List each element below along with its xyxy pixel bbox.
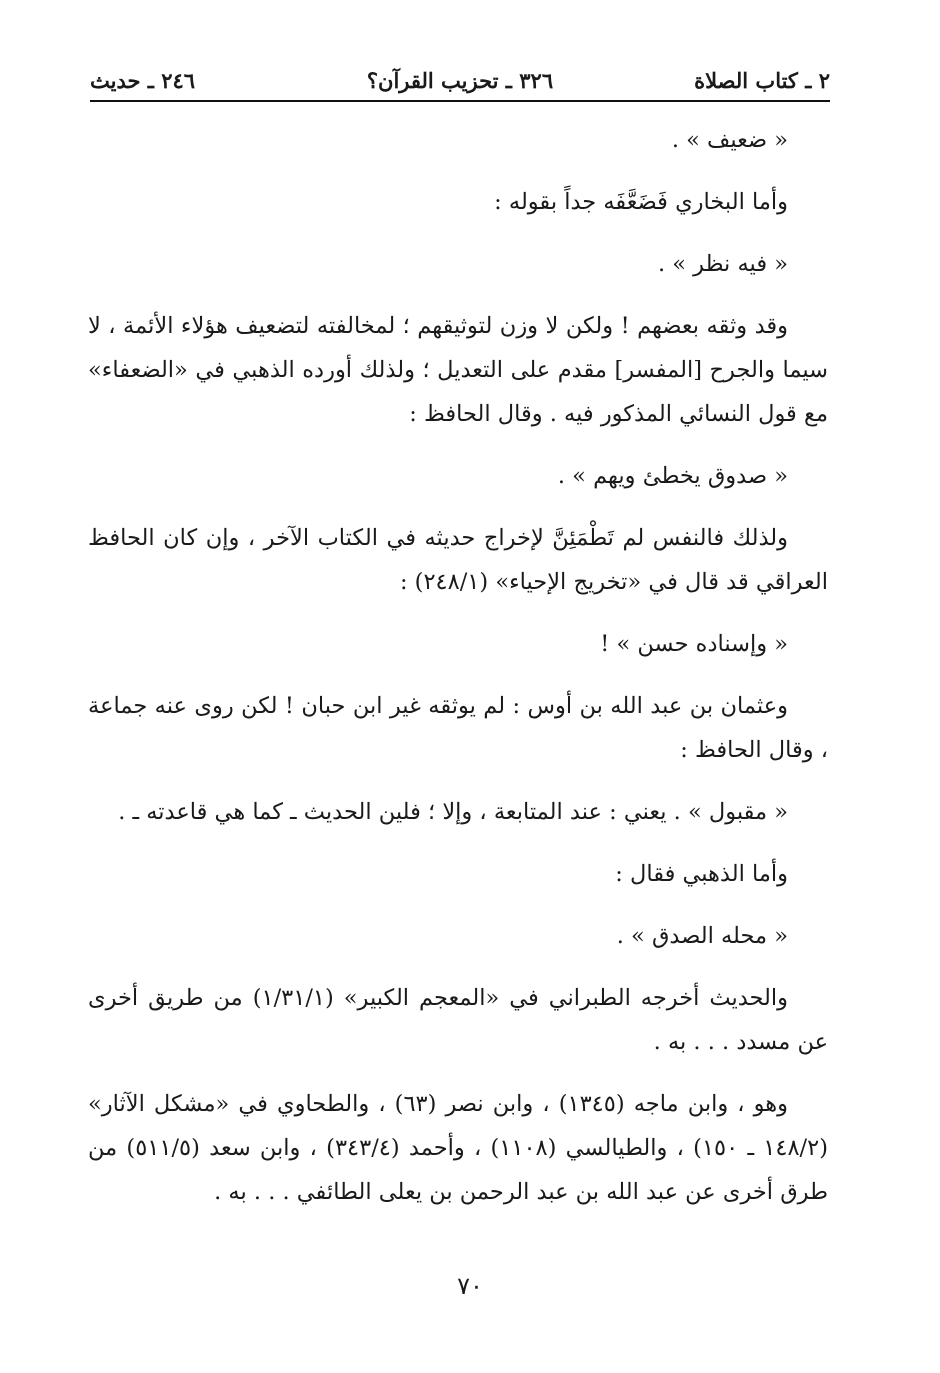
paragraph: والحديث أخرجه الطبراني في «المعجم الكبير» (١/٣١/١) من طريق أخرى عن مسدد . . . به .	[88, 985, 828, 1055]
paragraph: « صدوق يخطئ ويهم » .	[557, 463, 788, 489]
paragraph: وعثمان بن عبد الله بن أوس : لم يوثقه غير ابن حبان ! لكن روى عنه جماعة ، وقال الحافظ :	[88, 693, 828, 763]
header-hadith-number: ٢٤٦ ـ حديث	[90, 68, 196, 93]
page-number: ٧٠	[457, 1272, 483, 1300]
paragraph: وهو ، وابن ماجه (١٣٤٥) ، وابن نصر (٦٣) ، والطحاوي في «مشكل الآثار» (١٤٨/٢ ـ ١٥٠) ، والطيالسي (١١٠٨) ، وأحمد (٣٤٣/٤) ، وابن سعد (٥١١/٥) من طرق أخرى عن عبد الله بن عبد الرحمن بن يعلى الطائفي . . . به .	[88, 1091, 828, 1205]
paragraph: وأما الذهبي فقال :	[615, 861, 788, 887]
paragraph: وأما البخاري فَضَعَّفَه جداً بقوله :	[494, 189, 788, 215]
header-section: ٣٢٦ ـ تحزيب القرآن؟	[366, 68, 554, 93]
header-chapter: ٢ ـ كتاب الصلاة	[694, 68, 830, 93]
paragraph: وقد وثقه بعضهم ! ولكن لا وزن لتوثيقهم ؛ لمخالفته لتضعيف هؤلاء الأئمة ، لا سيما والجرح [المفسر] مقدم على التعديل ؛ ولذلك أورده الذهبي في «الضعفاء» مع قول النسائي المذكور فيه . وقال الحافظ :	[88, 313, 828, 427]
running-header	[90, 66, 830, 102]
paragraph: « مقبول » . يعني : عند المتابعة ، وإلا ؛ فلين الحديث ـ كما هي قاعدته ـ .	[118, 799, 788, 825]
paragraph: « فيه نظر » .	[657, 251, 788, 277]
paragraph: « ضعيف » .	[671, 127, 788, 153]
paragraph: « محله الصدق » .	[616, 923, 788, 949]
paragraph: ولذلك فالنفس لم تَطْمَئِنَّ لإخراج حديثه في الكتاب الآخر ، وإن كان الحافظ العراقي قد قال في «تخريج الإحياء» (٢٤٨/١) :	[88, 525, 828, 595]
body-text	[88, 118, 828, 1232]
paragraph: « وإسناده حسن » !	[600, 631, 788, 657]
